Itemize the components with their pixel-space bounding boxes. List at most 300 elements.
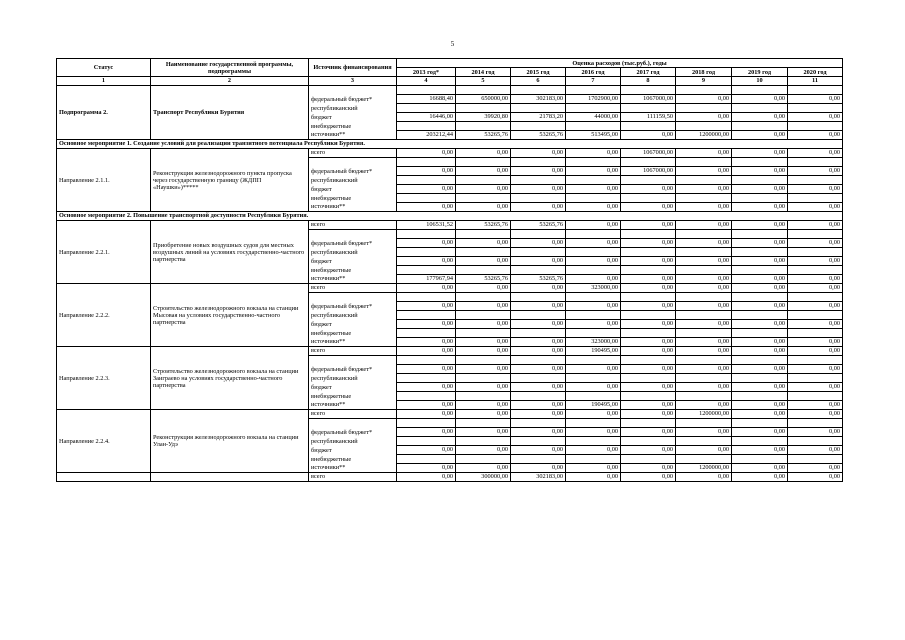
source-offbudget-sources: источники**	[309, 464, 397, 473]
value-cell: 0,00	[566, 383, 621, 392]
section-title: Основное мероприятие 1. Создание условий для реализации транзитного потенциала Республики Бурятия.	[57, 140, 843, 149]
value-cell: 0,00	[511, 284, 566, 293]
value-cell: 0,00	[732, 428, 788, 437]
header-column-index: 1	[57, 77, 151, 86]
value-cell	[732, 419, 788, 428]
value-cell	[511, 122, 566, 131]
value-cell: 0,00	[511, 257, 566, 266]
value-cell	[397, 122, 456, 131]
value-cell: 0,00	[566, 275, 621, 284]
value-cell: 0,00	[621, 401, 676, 410]
value-cell	[676, 419, 732, 428]
value-cell: 0,00	[732, 473, 788, 482]
value-cell	[676, 176, 732, 185]
value-cell: 0,00	[397, 464, 456, 473]
value-cell	[788, 86, 843, 95]
value-cell	[788, 104, 843, 113]
source-spacer	[309, 86, 397, 95]
value-cell: 0,00	[788, 95, 843, 104]
value-cell	[732, 104, 788, 113]
value-cell: 323000,00	[566, 338, 621, 347]
value-cell	[511, 374, 566, 383]
value-cell: 0,00	[566, 410, 621, 419]
value-cell: 0,00	[511, 383, 566, 392]
value-cell	[511, 437, 566, 446]
source-total: всего	[309, 347, 397, 356]
value-cell	[511, 356, 566, 365]
value-cell: 0,00	[732, 257, 788, 266]
value-cell: 0,00	[732, 113, 788, 122]
value-cell: 0,00	[397, 401, 456, 410]
source-republic-budget: бюджет	[309, 257, 397, 266]
value-cell: 111159,50	[621, 113, 676, 122]
value-cell	[456, 104, 511, 113]
value-cell: 0,00	[456, 365, 511, 374]
source-total: всего	[309, 284, 397, 293]
table-row	[57, 347, 843, 356]
value-cell: 0,00	[732, 221, 788, 230]
value-cell: 0,00	[788, 428, 843, 437]
value-cell	[566, 329, 621, 338]
value-cell: 16446,00	[397, 113, 456, 122]
value-cell	[788, 248, 843, 257]
value-cell	[566, 266, 621, 275]
value-cell	[456, 437, 511, 446]
value-cell: 0,00	[566, 257, 621, 266]
value-cell	[621, 104, 676, 113]
value-cell	[676, 158, 732, 167]
section-title: Основное мероприятие 2. Повышение транспортной доступности Республики Бурятия.	[57, 212, 843, 221]
value-cell: 0,00	[676, 401, 732, 410]
value-cell: 0,00	[788, 383, 843, 392]
value-cell: 0,00	[788, 149, 843, 158]
value-cell: 0,00	[788, 446, 843, 455]
source-offbudget: внебюджетные	[309, 122, 397, 131]
value-cell	[397, 230, 456, 239]
value-cell	[788, 311, 843, 320]
status-cell: Подпрограмма 2.	[57, 86, 151, 140]
value-cell: 0,00	[676, 221, 732, 230]
value-cell: 0,00	[732, 239, 788, 248]
value-cell	[456, 248, 511, 257]
status-cell: Направление 2.1.1.	[57, 149, 151, 212]
value-cell	[456, 122, 511, 131]
value-cell	[676, 329, 732, 338]
source-republic-budget: бюджет	[309, 113, 397, 122]
source-federal: федеральный бюджет*	[309, 428, 397, 437]
value-cell	[676, 293, 732, 302]
value-cell: 0,00	[397, 365, 456, 374]
source-offbudget: внебюджетные	[309, 329, 397, 338]
value-cell: 0,00	[397, 149, 456, 158]
value-cell	[676, 86, 732, 95]
value-cell: 0,00	[621, 464, 676, 473]
value-cell: 0,00	[511, 446, 566, 455]
value-cell: 203212,44	[397, 131, 456, 140]
program-cell: Строительство железнодорожного вокзала на станции Заиграево на условиях государственно-частного партнерства	[151, 347, 309, 410]
expenditure-table	[56, 58, 843, 482]
value-cell	[732, 158, 788, 167]
value-cell	[397, 158, 456, 167]
value-cell: 0,00	[732, 383, 788, 392]
value-cell: 0,00	[676, 347, 732, 356]
value-cell: 1200000,00	[676, 410, 732, 419]
value-cell	[397, 266, 456, 275]
value-cell: 190495,00	[566, 401, 621, 410]
source-total: всего	[309, 149, 397, 158]
value-cell: 0,00	[397, 410, 456, 419]
value-cell: 0,00	[566, 473, 621, 482]
value-cell	[676, 248, 732, 257]
value-cell: 0,00	[676, 365, 732, 374]
value-cell	[397, 176, 456, 185]
value-cell	[621, 329, 676, 338]
value-cell: 0,00	[456, 464, 511, 473]
value-cell	[621, 248, 676, 257]
value-cell: 0,00	[621, 383, 676, 392]
value-cell: 0,00	[732, 167, 788, 176]
value-cell: 0,00	[732, 302, 788, 311]
value-cell	[566, 104, 621, 113]
source-offbudget-sources: источники**	[309, 401, 397, 410]
value-cell: 0,00	[621, 284, 676, 293]
value-cell: 1067000,00	[621, 149, 676, 158]
value-cell: 53265,76	[456, 221, 511, 230]
value-cell: 0,00	[732, 410, 788, 419]
value-cell: 0,00	[732, 284, 788, 293]
value-cell: 0,00	[397, 257, 456, 266]
value-cell	[788, 194, 843, 203]
value-cell: 0,00	[788, 239, 843, 248]
value-cell	[397, 437, 456, 446]
header-column-index: 8	[621, 77, 676, 86]
source-offbudget: внебюджетные	[309, 266, 397, 275]
value-cell: 0,00	[397, 446, 456, 455]
value-cell: 650000,00	[456, 95, 511, 104]
table-row	[57, 284, 843, 293]
value-cell	[621, 437, 676, 446]
value-cell	[732, 194, 788, 203]
value-cell: 0,00	[621, 347, 676, 356]
value-cell	[788, 329, 843, 338]
value-cell: 0,00	[566, 428, 621, 437]
source-spacer	[309, 158, 397, 167]
value-cell: 0,00	[456, 167, 511, 176]
header-year: 2019 год	[732, 68, 788, 77]
header-column-index: 3	[309, 77, 397, 86]
value-cell: 0,00	[621, 239, 676, 248]
value-cell	[511, 311, 566, 320]
source-federal: федеральный бюджет*	[309, 95, 397, 104]
value-cell	[566, 248, 621, 257]
value-cell	[511, 158, 566, 167]
value-cell: 0,00	[732, 185, 788, 194]
header-column-index: 4	[397, 77, 456, 86]
value-cell	[732, 266, 788, 275]
value-cell	[621, 266, 676, 275]
program-cell: Транспорт Республики Бурятия	[151, 86, 309, 140]
source-spacer	[309, 230, 397, 239]
value-cell: 0,00	[397, 203, 456, 212]
value-cell	[676, 356, 732, 365]
value-cell	[788, 230, 843, 239]
header-column-index: 11	[788, 77, 843, 86]
value-cell: 0,00	[621, 320, 676, 329]
value-cell: 300000,00	[456, 473, 511, 482]
value-cell	[788, 266, 843, 275]
value-cell	[621, 455, 676, 464]
source-spacer	[309, 356, 397, 365]
value-cell: 0,00	[676, 113, 732, 122]
value-cell	[621, 374, 676, 383]
table-row	[57, 221, 843, 230]
value-cell: 0,00	[621, 338, 676, 347]
header-column-index: 2	[151, 77, 309, 86]
value-cell: 323000,00	[566, 284, 621, 293]
value-cell: 0,00	[397, 284, 456, 293]
value-cell: 0,00	[511, 302, 566, 311]
value-cell: 0,00	[676, 149, 732, 158]
value-cell: 0,00	[788, 167, 843, 176]
source-offbudget-sources: источники**	[309, 338, 397, 347]
value-cell	[676, 374, 732, 383]
value-cell	[788, 392, 843, 401]
value-cell	[566, 419, 621, 428]
source-republic-budget: бюджет	[309, 185, 397, 194]
value-cell	[397, 392, 456, 401]
value-cell	[511, 194, 566, 203]
value-cell: 0,00	[511, 239, 566, 248]
value-cell: 0,00	[621, 131, 676, 140]
value-cell: 177967,94	[397, 275, 456, 284]
value-cell: 0,00	[566, 320, 621, 329]
value-cell: 0,00	[621, 410, 676, 419]
value-cell	[511, 392, 566, 401]
value-cell	[397, 356, 456, 365]
value-cell	[732, 374, 788, 383]
value-cell	[456, 194, 511, 203]
source-republic: республиканский	[309, 311, 397, 320]
value-cell	[397, 311, 456, 320]
value-cell: 0,00	[788, 203, 843, 212]
value-cell: 0,00	[788, 221, 843, 230]
value-cell: 0,00	[456, 284, 511, 293]
program-cell: Реконструкция железнодорожного пункта пропуска через государственную границу (ЖДПП «Наушки»)*****	[151, 149, 309, 212]
value-cell: 0,00	[456, 239, 511, 248]
value-cell	[676, 104, 732, 113]
value-cell	[732, 437, 788, 446]
value-cell	[566, 437, 621, 446]
source-federal: федеральный бюджет*	[309, 365, 397, 374]
value-cell	[566, 122, 621, 131]
header-year: 2020 год	[788, 68, 843, 77]
value-cell	[732, 311, 788, 320]
value-cell	[566, 356, 621, 365]
value-cell	[676, 311, 732, 320]
source-offbudget-sources: источники**	[309, 131, 397, 140]
value-cell: 0,00	[511, 365, 566, 374]
value-cell: 0,00	[788, 365, 843, 374]
value-cell	[566, 230, 621, 239]
value-cell: 0,00	[676, 275, 732, 284]
value-cell: 0,00	[511, 347, 566, 356]
value-cell: 0,00	[397, 239, 456, 248]
value-cell	[511, 248, 566, 257]
value-cell: 0,00	[732, 203, 788, 212]
value-cell: 0,00	[621, 275, 676, 284]
value-cell	[456, 230, 511, 239]
value-cell	[511, 455, 566, 464]
header-column-index: 6	[511, 77, 566, 86]
value-cell	[397, 86, 456, 95]
table-body	[57, 86, 843, 482]
source-federal: федеральный бюджет*	[309, 167, 397, 176]
value-cell	[511, 419, 566, 428]
value-cell: 302183,00	[511, 95, 566, 104]
value-cell: 0,00	[788, 347, 843, 356]
value-cell: 0,00	[511, 185, 566, 194]
value-cell	[732, 356, 788, 365]
value-cell	[732, 329, 788, 338]
header-column-index: 7	[566, 77, 621, 86]
value-cell	[511, 104, 566, 113]
value-cell	[621, 158, 676, 167]
value-cell: 0,00	[676, 320, 732, 329]
value-cell	[676, 230, 732, 239]
header-column-index: 5	[456, 77, 511, 86]
value-cell: 0,00	[566, 149, 621, 158]
value-cell: 0,00	[456, 257, 511, 266]
value-cell: 0,00	[397, 167, 456, 176]
value-cell	[788, 122, 843, 131]
header-source: Источник финансирования	[309, 59, 397, 77]
value-cell	[456, 311, 511, 320]
value-cell	[621, 419, 676, 428]
value-cell: 302183,00	[511, 473, 566, 482]
value-cell	[511, 230, 566, 239]
source-total: всего	[309, 410, 397, 419]
source-total: всего	[309, 221, 397, 230]
value-cell: 0,00	[621, 221, 676, 230]
program-cell: Строительство железнодорожного вокзала на станции Мысовая на условиях государственно-частного партнерства	[151, 284, 309, 347]
value-cell: 1067000,00	[621, 95, 676, 104]
value-cell: 0,00	[511, 401, 566, 410]
value-cell: 0,00	[676, 473, 732, 482]
value-cell	[732, 455, 788, 464]
source-federal: федеральный бюджет*	[309, 239, 397, 248]
value-cell	[732, 392, 788, 401]
value-cell	[456, 86, 511, 95]
status-cell: Направление 2.2.4.	[57, 410, 151, 473]
header-program: Наименование государственной программы, подпрограммы	[151, 59, 309, 77]
value-cell	[621, 392, 676, 401]
value-cell: 0,00	[732, 320, 788, 329]
value-cell	[456, 374, 511, 383]
value-cell: 0,00	[456, 428, 511, 437]
value-cell: 0,00	[397, 320, 456, 329]
value-cell	[397, 455, 456, 464]
value-cell	[676, 392, 732, 401]
table-row	[57, 149, 843, 158]
header-column-index: 9	[676, 77, 732, 86]
value-cell: 0,00	[788, 464, 843, 473]
value-cell: 0,00	[676, 284, 732, 293]
value-cell: 0,00	[511, 167, 566, 176]
value-cell: 0,00	[676, 203, 732, 212]
source-republic-budget: бюджет	[309, 446, 397, 455]
value-cell: 0,00	[566, 185, 621, 194]
source-total: всего	[309, 473, 397, 482]
value-cell: 0,00	[788, 284, 843, 293]
value-cell: 0,00	[732, 401, 788, 410]
source-republic: республиканский	[309, 374, 397, 383]
value-cell	[621, 293, 676, 302]
value-cell: 0,00	[397, 428, 456, 437]
source-offbudget-sources: источники**	[309, 203, 397, 212]
header-status: Статус	[57, 59, 151, 77]
value-cell: 0,00	[621, 428, 676, 437]
value-cell: 0,00	[621, 446, 676, 455]
value-cell: 0,00	[621, 185, 676, 194]
section-row	[57, 140, 843, 149]
status-cell: Направление 2.2.3.	[57, 347, 151, 410]
value-cell: 21783,20	[511, 113, 566, 122]
value-cell: 0,00	[621, 257, 676, 266]
value-cell: 0,00	[788, 302, 843, 311]
value-cell	[397, 374, 456, 383]
value-cell	[621, 176, 676, 185]
source-republic: республиканский	[309, 437, 397, 446]
value-cell: 53265,76	[511, 221, 566, 230]
value-cell	[788, 158, 843, 167]
value-cell	[788, 356, 843, 365]
header-column-index: 10	[732, 77, 788, 86]
page-number: 5	[450, 40, 455, 48]
value-cell: 0,00	[732, 347, 788, 356]
value-cell: 0,00	[788, 257, 843, 266]
value-cell	[621, 230, 676, 239]
value-cell	[621, 86, 676, 95]
header-year: 2018 год	[676, 68, 732, 77]
value-cell	[732, 293, 788, 302]
value-cell	[566, 455, 621, 464]
value-cell	[456, 356, 511, 365]
table-row	[57, 410, 843, 419]
value-cell: 0,00	[397, 347, 456, 356]
value-cell: 0,00	[676, 338, 732, 347]
value-cell	[732, 122, 788, 131]
value-cell	[511, 293, 566, 302]
value-cell: 0,00	[732, 95, 788, 104]
value-cell: 0,00	[511, 203, 566, 212]
value-cell	[621, 311, 676, 320]
value-cell: 0,00	[511, 428, 566, 437]
source-spacer	[309, 419, 397, 428]
source-republic: республиканский	[309, 248, 397, 257]
value-cell: 0,00	[566, 446, 621, 455]
value-cell: 0,00	[676, 383, 732, 392]
value-cell: 0,00	[732, 365, 788, 374]
value-cell	[788, 437, 843, 446]
header-year: 2017 год	[621, 68, 676, 77]
value-cell: 0,00	[788, 410, 843, 419]
value-cell	[788, 419, 843, 428]
value-cell	[566, 311, 621, 320]
value-cell: 0,00	[511, 464, 566, 473]
value-cell: 0,00	[511, 338, 566, 347]
value-cell: 0,00	[732, 464, 788, 473]
header-year: 2014 год	[456, 68, 511, 77]
